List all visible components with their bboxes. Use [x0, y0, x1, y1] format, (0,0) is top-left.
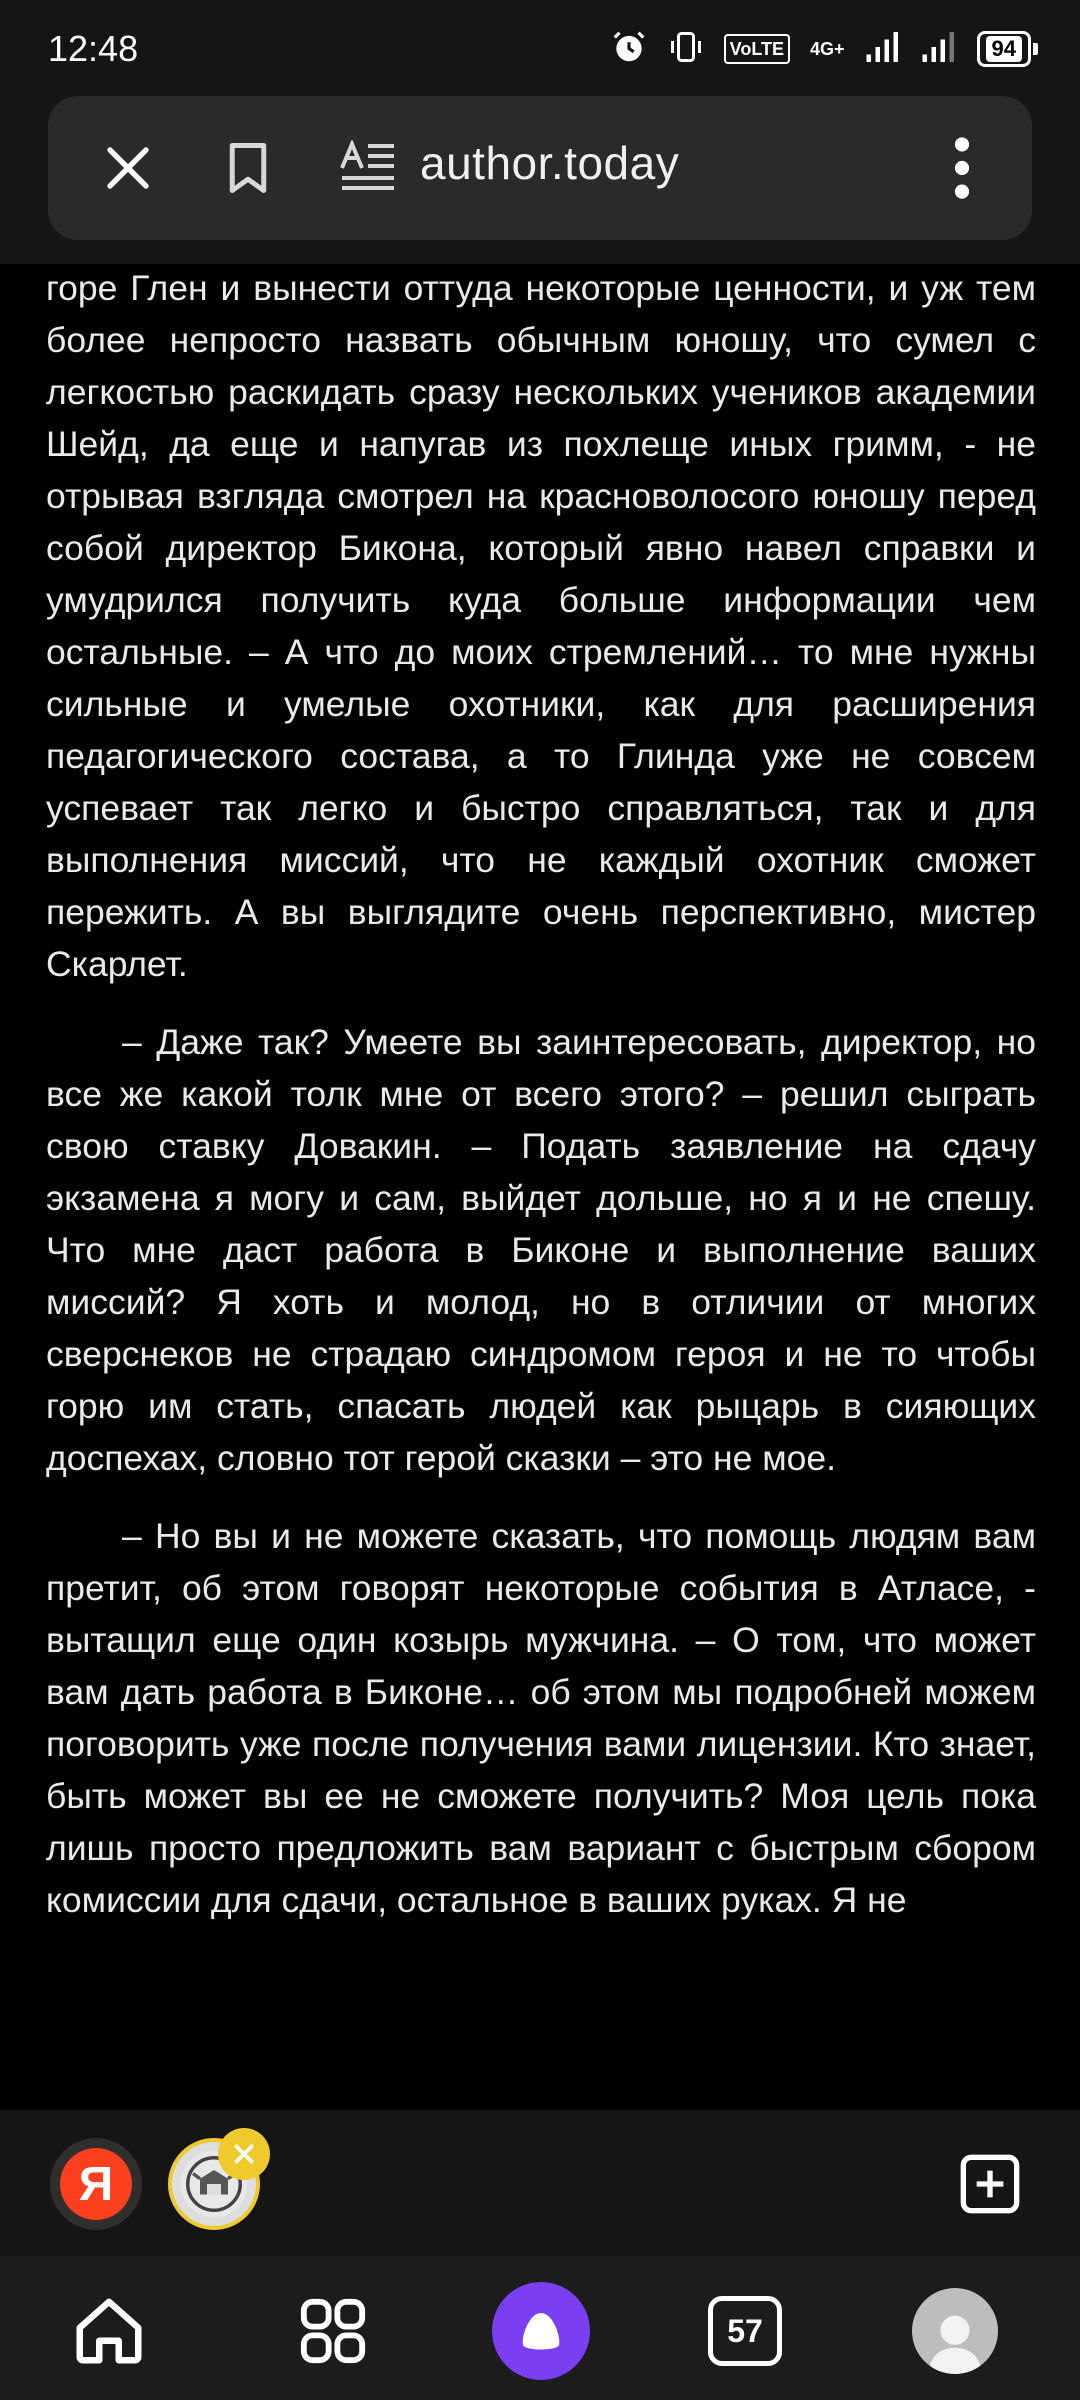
new-tab-icon[interactable]: [958, 2152, 1022, 2216]
close-tab-icon[interactable]: [218, 2128, 270, 2180]
profile-avatar[interactable]: [900, 2276, 1010, 2386]
home-icon[interactable]: [54, 2276, 164, 2386]
network-type-label: 4G+: [809, 38, 845, 59]
battery-indicator: [977, 31, 1038, 67]
alice-icon[interactable]: [486, 2276, 596, 2386]
close-icon[interactable]: [88, 128, 168, 208]
status-bar: [0, 0, 1080, 96]
status-time: 12:48: [48, 28, 139, 69]
alarm-icon: [610, 28, 648, 71]
yandex-tab-icon[interactable]: [50, 2138, 142, 2230]
bottom-nav: [0, 2256, 1080, 2400]
url-text[interactable]: author.today: [420, 137, 680, 189]
open-tabs-panel: [0, 2110, 1080, 2256]
signal-icon: [865, 30, 901, 69]
signal-icon-2: [921, 30, 957, 69]
apps-icon[interactable]: [278, 2276, 388, 2386]
article-paragraph: горе Глен и вынести оттуда некоторые ценности, и уж тем более непросто назвать обычным юношу, что сумел с легкостью раскидать сразу нескольких учеников академии Шейд, да еще и напугав из похлеще иных гримм, - не отрывая взгляда смотрел на красноволосого юношу перед собой директор Бикона, который явно навел справки и умудрился получить куда больше информации чем остальные. – А что до моих стремлений… то мне нужны сильные и умелые охотники, как для расширения педагогического состава, а то Глинда уже не совсем успевает так легко и быстро справляться, так и для выполнения миссий, что не каждый охотник сможет пережить. А вы выглядите очень перспективно, мистер Скарлет.: [46, 268, 1036, 984]
battery-level: 94: [986, 36, 1022, 62]
tabs-icon[interactable]: [690, 2276, 800, 2386]
volte-icon: VoLTE: [724, 34, 790, 64]
article-paragraph: – Даже так? Умеете вы заинтересовать, директор, но все же какой толк мне от всего этого? – решил сыграть свою ставку Довакин. – Подать заявление на сдачу экзамена я могу и сам, выйдет дольше, но я и не спешу. Что мне даст работа в Биконе и выполнение ваших миссий? Я хоть и молод, но в отличии от многих сверснеков не страдаю синдромом героя и не то чтобы горю им стать, спасать людей как рыцарь в сияющих доспехах, словно тот герой сказки – это не мое.: [46, 1022, 1036, 1478]
tabs-count: 57: [708, 2296, 782, 2366]
article-paragraph: – Но вы и не можете сказать, что помощь людям вам претит, об этом говорят некоторые события в Атласе, - вытащил еще один козырь мужчина. – О том, что может вам дать работа в Биконе… об этом мы подробней можем поговорить уже после получения вами лицензии. Кто знает, быть может вы ее не сможете получить? Моя цель пока лишь просто предложить вам вариант с быстрым сбором комиссии для сдачи, остальное в ваших руках. Я не: [46, 1516, 1036, 1920]
more-vertical-icon[interactable]: [922, 126, 1002, 210]
status-icons: [610, 26, 1038, 72]
reader-mode-icon[interactable]: [328, 128, 408, 208]
bookmark-icon[interactable]: [208, 128, 288, 208]
article-content[interactable]: [46, 262, 1036, 2108]
yandex-logo: Я: [60, 2148, 132, 2220]
browser-header: [0, 96, 1080, 264]
vibrate-icon: [668, 28, 704, 71]
address-bar[interactable]: [48, 96, 1032, 240]
